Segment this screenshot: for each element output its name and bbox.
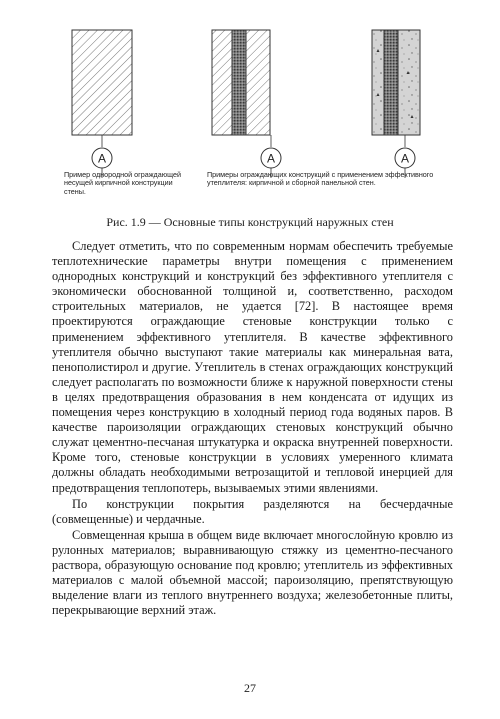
homogeneous-brick-wall (72, 30, 132, 135)
figure-title: Рис. 1.9 — Основные типы конструкций наружных стен (106, 215, 394, 229)
precast-panel-wall (372, 30, 420, 135)
marker-a-middle-label: A (266, 151, 276, 166)
paragraph: По конструкции покрытия разделяются на бесчердачные (совмещенные) и чердачные. (52, 496, 453, 526)
insulated-brick-wall (212, 30, 270, 135)
figure-wall-types (0, 0, 500, 215)
panel-mark: ▴ (376, 48, 380, 54)
body-text (52, 239, 453, 618)
panel-mark: ▴ (410, 114, 414, 120)
marker-a-middle (261, 148, 281, 168)
marker-a-right (395, 148, 415, 168)
panel-mark: ▴ (406, 70, 410, 76)
page-number: 27 (244, 681, 256, 695)
caption-right: Примеры ограждающих конструкций с применением эффективного утеплителя: кирпичной и сборной панельной стен. (207, 170, 434, 188)
paragraph: Совмещенная крыша в общем виде включает многослойную кровлю из рулонных материалов; выравнивающую стяжку из цементно-песчаного раствора, образующую основание под кровлю; утеплитель из эффективных материалов с малой объемной массой; пароизоляцию, препятствующую выделение влаги из теплого внутреннего воздуха; железобетонные плиты, перекрывающие верхний этаж. (52, 527, 453, 618)
marker-a-right-label: A (400, 151, 410, 166)
marker-a-left (92, 148, 112, 168)
marker-a-left-label: A (97, 151, 107, 166)
caption-left: Пример однородной ограждающей несущей кирпичной конструкции стены. (64, 170, 181, 196)
paragraph: Следует отметить, что по современным нормам обеспечить требуемые теплотехнические параметры внутри помещения с применением однородных конструкций и конструкций без эффективного утеплителя с экономически обоснованной толщиной и, соответственно, расходом строительных материалов, не удается [72]. В настоящее время проектируются ограждающие стеновые конструкции только с применением эффективного утеплителя. В качестве эффективного утеплителя обычно выступают такие материалы как минеральная вата, пенополистирол и другие. Утеплитель в стенах ограждающих конструкций следует располагать по возможности ближе к наружной поверхности стены в целях предотвращения образования в нем конденсата от идущих из помещения через конструкцию в холодный период года водяных паров. В качестве пароизоляции ограждающих стеновых конструкций обычно служат цементно-песчаная штукатурка и окраска внутренней поверхности. Кроме того, стеновые конструкции в условиях умеренного климата должны обладать необходимыми ветрозащитой и тепловой инерцией для предотвращения теплопотерь, вызываемых этими явлениями. (52, 239, 453, 495)
panel-mark: ▴ (376, 92, 380, 98)
